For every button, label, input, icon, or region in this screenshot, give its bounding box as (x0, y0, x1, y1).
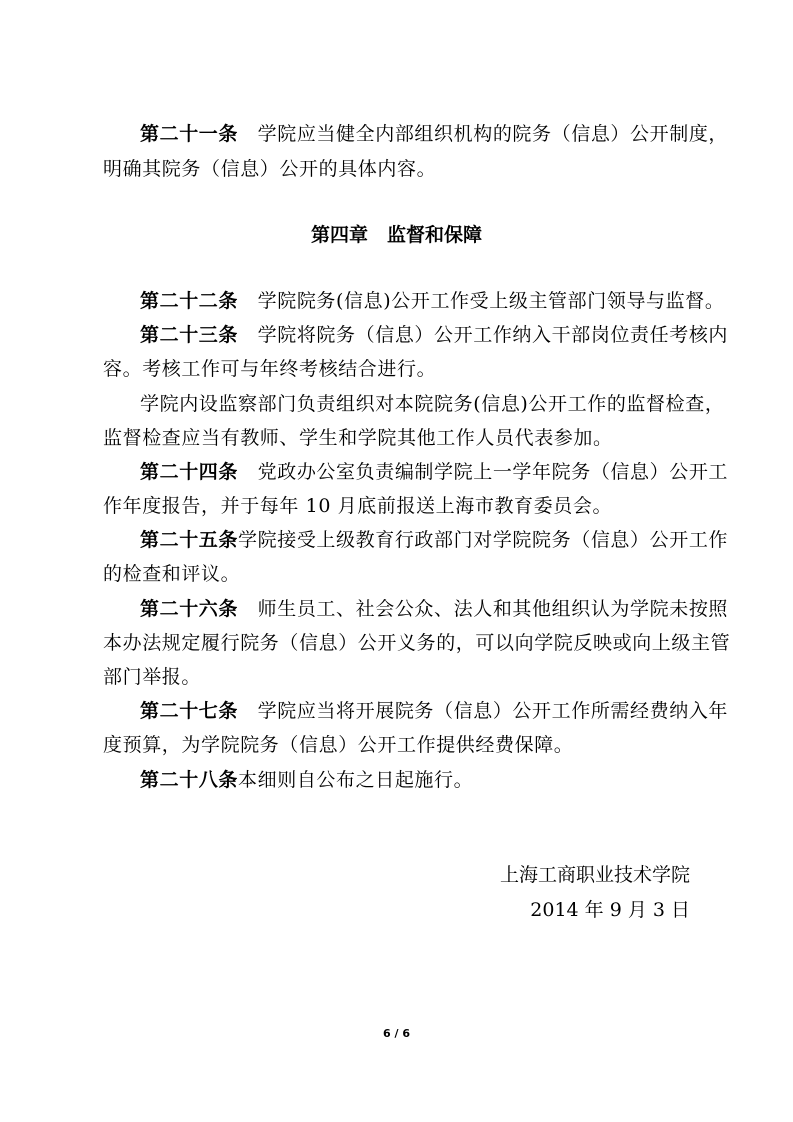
article-28-label: 第二十八条 (140, 769, 239, 791)
supervision-line-2: 监督检查应当有教师、学生和学院其他工作人员代表参加。 (103, 427, 613, 449)
chapter-heading: 第四章 监督和保障 (310, 224, 482, 246)
article-24-text-1: 党政办公室负责编制学院上一学年院务（信息）公开工 (238, 461, 729, 483)
article-27-line-1 (140, 699, 728, 723)
article-25-line-1 (140, 528, 728, 552)
article-27-text-1: 学院应当将开展院务（信息）公开工作所需经费纳入年 (238, 700, 729, 722)
signature-date: 2014 年 9 月 3 日 (530, 899, 690, 921)
supervision-line-1: 学院内设监察部门负责组织对本院院务(信息)公开工作的监督检查， (140, 393, 725, 415)
article-24-line-2: 作年度报告，并于每年 10 月底前报送上海市教育委员会。 (103, 495, 613, 517)
article-22-text-1: 学院院务(信息)公开工作受上级主管部门领导与监督。 (238, 290, 725, 312)
article-27-label: 第二十七条 (140, 700, 239, 722)
article-24-label: 第二十四条 (140, 461, 239, 483)
article-26-line-1 (140, 597, 728, 621)
article-24-line-1 (140, 460, 728, 484)
article-23-line-1 (140, 323, 728, 347)
article-21-line-1 (140, 122, 728, 146)
article-21-line-2: 明确其院务（信息）公开的具体内容。 (103, 158, 437, 180)
article-22-line-1 (140, 289, 724, 313)
article-26-line-3: 部门举报。 (103, 666, 202, 688)
article-25-text-1: 学院接受上级教育行政部门对学院院务（信息）公开工作 (238, 529, 729, 551)
article-23-line-2: 容。考核工作可与年终考核结合进行。 (103, 358, 437, 380)
article-25-line-2: 的检查和评议。 (103, 563, 241, 585)
article-26-label: 第二十六条 (140, 598, 239, 620)
article-21-label: 第二十一条 (140, 123, 239, 145)
article-23-text-1: 学院将院务（信息）公开工作纳入干部岗位责任考核内 (238, 324, 729, 346)
article-26-text-1: 师生员工、社会公众、法人和其他组织认为学院未按照 (238, 598, 729, 620)
article-22-label: 第二十二条 (140, 290, 239, 312)
article-21-text-1: 学院应当健全内部组织机构的院务（信息）公开制度， (238, 123, 729, 145)
article-26-line-2: 本办法规定履行院务（信息）公开义务的，可以向学院反映或向上级主管 (103, 632, 731, 654)
article-25-label: 第二十五条 (140, 529, 239, 551)
page-number: 6 / 6 (383, 1027, 410, 1040)
article-28-text-1: 本细则自公布之日起施行。 (238, 769, 474, 791)
article-27-line-2: 度预算，为学院院务（信息）公开工作提供经费保障。 (103, 734, 574, 756)
article-28-line-1 (140, 768, 473, 792)
article-23-label: 第二十三条 (140, 324, 239, 346)
signature-organization: 上海工商职业技术学院 (499, 864, 690, 886)
